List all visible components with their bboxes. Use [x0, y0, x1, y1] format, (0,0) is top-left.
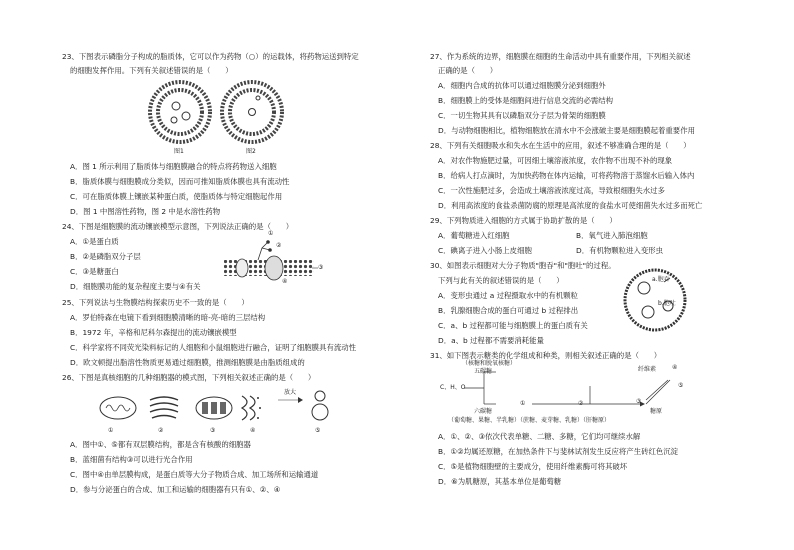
q23-option-a: A．图 1 所示利用了脂质体与细胞膜融合的特点将药物送入细胞 — [70, 162, 277, 171]
q30-option-d: D．a、b 过程都不需要消耗能量 — [438, 336, 544, 345]
membrane-figure — [218, 234, 322, 284]
organelle-label-4: ④ — [250, 427, 256, 434]
q24-option-a: A．①是蛋白质 — [70, 237, 119, 246]
endoplasmic-reticulum-icon — [242, 396, 261, 420]
q27-option-d: D．与动物细胞相比，植物细胞放在清水中不会涨破主要是细胞膜起着重要作用 — [438, 126, 695, 135]
liposome-figure — [146, 80, 288, 146]
chloroplast-icon — [196, 397, 232, 419]
organelle-label-5: ⑤ — [315, 427, 321, 434]
q26-stem: 26、下图是真核细胞的几种细胞器的模式图，下列相关叙述正确的是（ ） — [62, 373, 316, 382]
q29-stem: 29、下列物质进入细胞的方式属于协助扩散的是（ ） — [430, 216, 617, 225]
fig1-label: 图1 — [174, 148, 184, 155]
q24-option-b: B．②是磷脂双分子层 — [70, 252, 141, 261]
sugar-circle-5: ⑤ — [678, 382, 684, 389]
organelle-label-1: ① — [108, 427, 114, 434]
cho-label: C、H、O — [440, 384, 466, 391]
q28-option-d: D．利用高浓度的食盐杀菌防腐的原理是高浓度的食盐水可使细菌失水过多而死亡 — [438, 201, 703, 210]
q27-option-c: C．一切生物其具有以磷脂双分子层为骨架的细胞膜 — [438, 111, 606, 120]
q28-option-c: C．一次性施肥过多，会造成土壤溶液浓度过高，导致根细胞失水过多 — [438, 186, 665, 195]
membrane-label-4: ④ — [282, 278, 288, 285]
q28-option-a: A．对农作物施肥过量，可因细土壤溶液浓度，农作物不出现不补的现象 — [438, 156, 673, 165]
q26-option-b: B．蓝细菌有结构③可以进行光合作用 — [70, 455, 193, 464]
sugar-circle-2: ② — [578, 400, 584, 407]
q26-option-c: C．图中④由单层膜构成，是蛋白质等大分子物质合成、加工场所和运输通道 — [70, 470, 319, 479]
q30-option-a: A．变形虫通过 a 过程摄取水中的有机颗粒 — [438, 291, 578, 300]
q25-option-b: B．1972 年，辛格和尼科尔森提出的流动镶嵌模型 — [70, 328, 237, 337]
endocytosis-label: a.胞吞 — [652, 276, 670, 283]
exocytosis-label: b.胞吐 — [658, 300, 676, 307]
q29-option-a: A．葡萄糖进入红细胞 — [438, 231, 510, 240]
q30-stem-line2: 下列与此有关的叙述错误的是（ ） — [438, 276, 564, 285]
membrane-label-2: ② — [276, 242, 282, 249]
q23-stem-line1: 23、下图表示磷脂分子构成的脂质体，它可以作为药物（○）的运载体，将药物运送到特定 — [62, 52, 359, 61]
q28-stem: 28、下列有关细胞吸水和失水在生活中的应用，叙述不够准确合理的是（ ） — [430, 141, 691, 150]
q26-option-a: A．图中①、⑤都有双层膜结构，都是含有核酸的细胞器 — [70, 440, 251, 449]
mitochondrion-icon — [100, 397, 136, 419]
q23-option-d: D．图 1 中图溶性药物，图 2 中是水溶性药物 — [70, 207, 221, 216]
q31-option-d: D．⑥为肌糖原，其基本单位是葡萄糖 — [438, 477, 562, 486]
cellulose-label: 纤维素 — [638, 366, 657, 373]
q30-stem-line1: 30、如图表示细胞对大分子物质"胞吞"和"胞吐"的过程。 — [430, 261, 616, 270]
q31-option-c: C．⑤是植物细胞壁的主要成分，使用纤维素酶可将其破坏 — [438, 462, 628, 471]
q25-option-c: C．科学家将不同荧光染料标记的人细胞和小鼠细胞进行融合，证明了细胞膜具有流动性 — [70, 343, 357, 352]
sugars-row-label: （葡萄糖、果糖、半乳糖）（蔗糖、麦芽糖、乳糖）（肝糖原） — [448, 417, 611, 424]
q23-option-c: C．可在脂质体膜上镶嵌某种蛋白质，使脂质体与特定细胞起作用 — [70, 192, 283, 201]
q24-option-d: D．细胞膜功能的复杂程度主要与④有关 — [70, 282, 201, 291]
q27-option-b: B．细胞膜上的受体是细胞间进行信息交流的必需结构 — [438, 96, 614, 105]
q23-stem-line2: 的细胞发挥作用。下列有关叙述错误的是（ ） — [70, 66, 233, 75]
zoom-label: 放大 — [284, 389, 297, 396]
sugar-circle-3: ③ — [636, 398, 642, 405]
q26-option-d: D．参与分泌蛋白的合成、加工和运输的细胞器有只有①、②、④ — [70, 485, 281, 494]
q25-option-d: D．欧文顿提出脂溶性物质更易通过细胞膜，推测细胞膜是由脂质组成的 — [70, 358, 305, 367]
q29-option-c: C．碘离子进入小肠上皮细胞 — [438, 246, 532, 255]
q31-option-a: A．①、②、③依次代表单糖、二糖、多糖，它们均可继续水解 — [438, 432, 641, 441]
q27-option-a: A．细胞内合成的抗体可以通过细胞膜分泌到细胞外 — [438, 81, 606, 90]
endocytosis-figure — [620, 262, 690, 338]
q24-option-c: C．③是糖蛋白 — [70, 267, 119, 276]
sugar-circle-1: ① — [520, 400, 526, 407]
q28-option-b: B．给病人打点滴时，为加快药物在体内运输，可将药物溶于蒸馏水后输入体内 — [438, 171, 695, 180]
q30-option-c: C．a、b 过程都可能与细胞膜上的蛋白质有关 — [438, 321, 588, 330]
fig2-label: 图2 — [246, 148, 256, 155]
five-carbon-label: 五碳糖 — [474, 368, 493, 375]
liposome-2 — [222, 82, 282, 142]
liposome-1 — [150, 82, 210, 142]
q31-option-b: B．①②均属还原糖，在加热条件下与斐林试剂发生反应将产生砖红色沉淀 — [438, 447, 679, 456]
q30-option-b: B．乳腺细胞合成的蛋白可通过 b 过程排出 — [438, 306, 579, 315]
organelle-label-3: ③ — [210, 427, 216, 434]
q23-option-b: B．脂质体膜与细胞膜成分类似，因而可推知脂质体膜也具有流动性 — [70, 177, 290, 186]
q31-stem: 31、如下图表示糖类的化学组成和种类，则相关叙述正确的是（ ） — [430, 351, 662, 360]
q29-option-b: B．氧气进入肺泡细胞 — [576, 231, 648, 240]
q29-option-d: D．有机物颗粒进入变形虫 — [576, 246, 663, 255]
sugar-circle-4: ④ — [672, 364, 678, 371]
polysaccharide-label: 糖原 — [650, 408, 663, 415]
golgi-icon — [150, 397, 178, 418]
organelle-label-2: ② — [158, 427, 164, 434]
q27-stem-line1: 27、作为系统的边界，细胞膜在细胞的生命活动中具有重要作用，下列相关叙述 — [430, 52, 691, 61]
six-carbon-label: 六碳糖 — [474, 408, 493, 415]
q27-stem-line2: 正确的是（ ） — [438, 66, 498, 75]
q25-option-a: A．罗伯特森在电镜下看到细胞膜清晰的暗-亮-暗的三层结构 — [70, 313, 266, 322]
q25-stem: 25、下列说法与生物膜结构探索历史不一致的是（ ） — [62, 298, 249, 307]
organelles-figure — [98, 386, 338, 426]
membrane-label-3: ③ — [318, 264, 324, 271]
nucleic-sugar-label: （核糖和脱氧核糖） — [462, 360, 517, 367]
membrane-label-1: ① — [268, 230, 274, 237]
q24-stem: 24、下图是细胞膜的流动镶嵌模型示意图，下列说法正确的是（ ） — [62, 222, 294, 231]
